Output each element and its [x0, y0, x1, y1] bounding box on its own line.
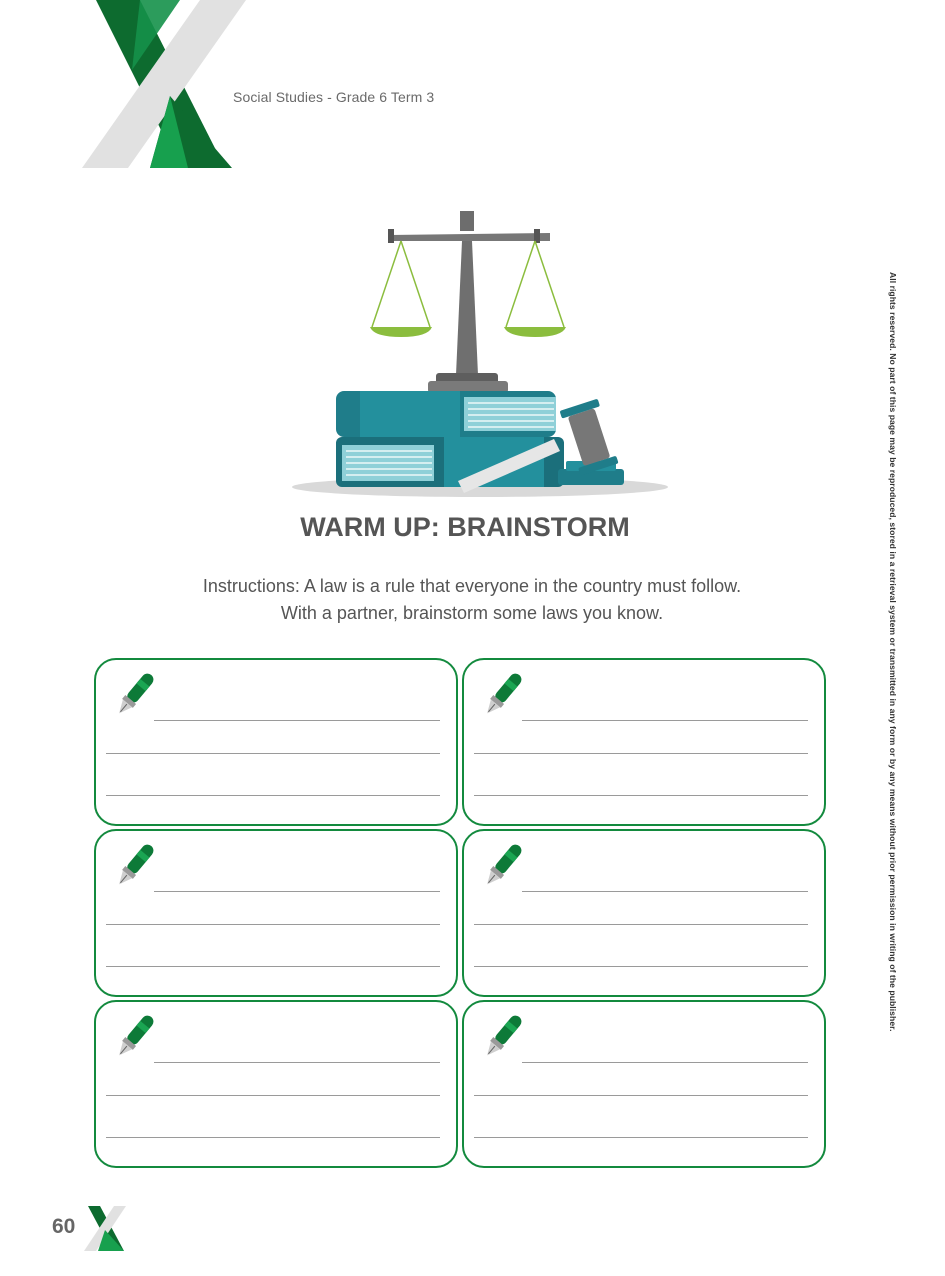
writing-line[interactable]	[474, 1095, 808, 1096]
writing-line[interactable]	[522, 1062, 808, 1063]
writing-box[interactable]	[462, 658, 826, 826]
writing-line[interactable]	[106, 924, 440, 925]
writing-box[interactable]	[462, 829, 826, 997]
writing-line[interactable]	[106, 1095, 440, 1096]
pen-icon	[472, 1012, 528, 1068]
writing-line[interactable]	[474, 924, 808, 925]
scales-of-justice-icon	[370, 211, 566, 393]
page-title: WARM UP: BRAINSTORM	[300, 512, 630, 542]
writing-line[interactable]	[522, 891, 808, 892]
writing-box[interactable]	[462, 1000, 826, 1168]
writing-line[interactable]	[474, 795, 808, 796]
writing-line[interactable]	[154, 1062, 440, 1063]
instructions	[0, 573, 944, 627]
copyright-notice: All rights reserved. No part of this page may be reproduced, stored in a retrieval system or transmitted in any form or by any means without prior permission in writing of the publisher.	[888, 272, 898, 1032]
pen-icon	[472, 670, 528, 726]
books-icon	[336, 391, 564, 487]
writing-line[interactable]	[154, 891, 440, 892]
writing-line[interactable]	[106, 795, 440, 796]
writing-box[interactable]	[94, 829, 458, 997]
brainstorm-grid	[94, 658, 830, 1172]
writing-line[interactable]	[106, 1137, 440, 1138]
writing-line[interactable]	[522, 720, 808, 721]
instructions-line-2: With a partner, brainstorm some laws you know.	[280, 603, 664, 623]
instructions-line-1: Instructions: A law is a rule that everyone in the country must follow.	[202, 576, 742, 596]
writing-line[interactable]	[106, 966, 440, 967]
writing-line[interactable]	[106, 753, 440, 754]
pen-icon	[104, 1012, 160, 1068]
writing-line[interactable]	[474, 966, 808, 967]
writing-line[interactable]	[474, 753, 808, 754]
footer-logo	[84, 1206, 126, 1251]
pen-icon	[104, 841, 160, 897]
justice-illustration	[288, 205, 673, 505]
pen-icon	[472, 841, 528, 897]
page-number: 60	[52, 1215, 76, 1238]
publisher-logo	[80, 0, 250, 168]
writing-box[interactable]	[94, 1000, 458, 1168]
subject-header: Social Studies - Grade 6 Term 3	[233, 89, 435, 105]
writing-line[interactable]	[154, 720, 440, 721]
pen-icon	[104, 670, 160, 726]
writing-line[interactable]	[474, 1137, 808, 1138]
writing-box[interactable]	[94, 658, 458, 826]
